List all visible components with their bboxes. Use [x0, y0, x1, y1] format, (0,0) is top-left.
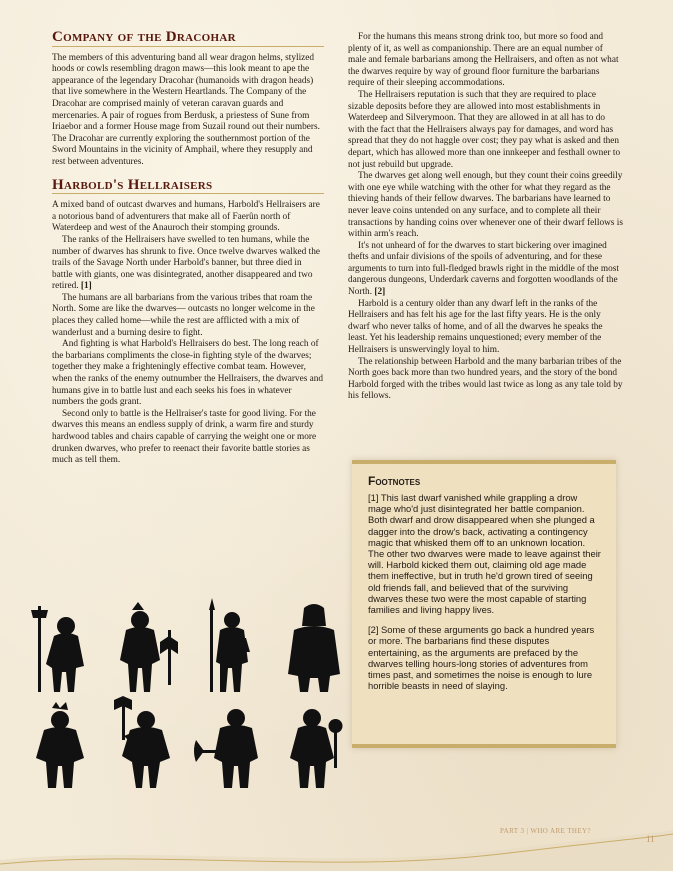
paragraph: The dwarves get along well enough, but they count their coins greedily with one eye while watching with the other for what they regard as the thieving hands of their fellow dwarves. The barbarians have learned to never leave coins untended on any surface, and to complete all their transactions by handing coins over whenever one of their dwarf fellows is within arm's reach. — [348, 171, 623, 240]
footnote-ref-2[interactable]: [2] — [374, 287, 386, 298]
dwarf-double-axe-silhouette-icon — [110, 600, 182, 694]
right-column — [348, 32, 623, 403]
paragraph: The Hellraisers reputation is such that they are required to place sizable deposits before they are allowed into most establishments in Waterdeep and Silverymoon. That they are allowed in at all has to do with the fact that the Hellraisers always pay for damages, and word has spread that they do not haggle over cost; they pay what is asked and then depart, which has allowed more than one innkeeper and festhall owner to not just rebuild but upgrade. — [348, 89, 621, 170]
dwarf-axe-silhouette-icon — [28, 604, 98, 694]
dwarf-raised-axe-silhouette-icon — [108, 696, 182, 790]
paragraph — [52, 235, 324, 293]
footer-section-label: PART 3 | WHO ARE THEY? — [500, 827, 592, 835]
left-column — [52, 29, 324, 467]
paragraph: For the humans this means strong drink too, but more so food and plenty of it, as well as companionship. There are an equal number of male and female barbarians among the Hellraisers, and often as not what the dwarves require by way of ground floor furniture the barbarians require of their sleeping accommodations. — [348, 32, 619, 89]
footnote-ref-1[interactable]: [1] — [80, 281, 92, 292]
heading-harbolds-hellraisers: Harbold's Hellraisers — [52, 180, 324, 195]
paragraph: Harbold is a century older than any dwarf left in the ranks of the Hellraisers and has felt his age for the last fifty years. He is the only dwarf who never talks of home, and of all the dwarves he speaks the least. Yet his leadership remains unquestioned; every member of the Hellraisers is unswervingly loyal to him. — [348, 298, 603, 356]
footnotes-box — [352, 460, 616, 748]
dwarf-battleaxe-silhouette-icon — [192, 698, 272, 790]
paragraph: The humans are all barbarians from the various tribes that roam the North. Some are like the dwarves— outcasts no longer welcome in the places they called home—while the rest are afflicted with a mix of wanderlust and a burning desire to fight. — [52, 292, 315, 338]
hooded-warrior-silhouette-icon — [280, 602, 346, 694]
footnote-1: [1] This last dwarf vanished while grappling a drow mage who'd just disintegrated her battle companion. Both dwarf and drow disappeared when she plunged a dagger into the drow's back, activating a contingency magic that whisked them off to an unknown location. The other two dwarves were made to leave against their will. Harbold kicked them out, claiming old age made them ineffective, but in truth he'd grown tired of seeing old friends fall, and believed that of the surviving dwarves these two were the most capable of starting families and living happy lives. — [368, 492, 601, 616]
heading-company-dracohar: Company of the Dracohar — [52, 32, 324, 47]
barbarian-spear-silhouette-icon — [196, 598, 264, 694]
footnotes-title: Footnotes — [368, 474, 421, 488]
footnote-2: [2] Some of these arguments go back a hundred years or more. The barbarians find these disputes entertaining, as the arguments are prefaced by the dwarves telling hours-long stories of adventures from times past, and sometimes the noise is enough to lure horrible beasts in need of slaying. — [368, 624, 595, 692]
barbarian-mace-silhouette-icon — [282, 698, 350, 790]
paragraph: The members of this adventuring band all wear dragon helms, stylized hoods or cowls resembling dragon maws—this look meant to ape the appearance of the legendary Dracohar (humanoids with dragon heads) that live somewhere in the Western Heartlands. The Company of the Dracohar are comprised mainly of veteran caravan guards and mercenaries. A pair of rogues from Berdusk, a priestess of Sune from Iriaebor and a former House mage from Suzail round out their numbers. The Dracohar are currently exploring the southernmost portion of the Sword Mountains in the vicinity of Amphail, where they resupply and rest between adventures. — [52, 52, 320, 167]
paragraph: And fighting is what Harbold's Hellraisers do best. The long reach of the barbarians compliments the close-in fighting style of the dwarves; together they make a frighteningly effective combat team. However, when the ranks of the enemy outnumber the Hellraisers, the dwarves and humans give in to battle lust and each seeks his foes in whatever numbers the gods grant. — [52, 339, 324, 408]
paragraph-text: The ranks of the Hellraisers have swelled to ten humans, while the number of dwarves has shrunk to five. Once twelve dwarves walked the trails of the Savage North under Harbold's banner, but three died in battle with giants, one was disintegrated, another disappeared and two retired. — [52, 234, 320, 292]
warrior-silhouettes — [20, 598, 350, 793]
dwarf-helm-silhouette-icon — [26, 700, 98, 790]
paragraph: A mixed band of outcast dwarves and humans, Harbold's Hellraisers are a notorious band of adventurers that make all of Faerûn north of Waterdeep and west of the Anauroch their stomping grounds. — [52, 200, 320, 234]
paragraph: Second only to battle is the Hellraiser's taste for good living. For the dwarves this means an endless supply of drink, a warm fire and sturdy hardwood tables and chairs capable of carrying the weight one or more drunken dwarves, who prefer to reenact their favorite battle stories as much as tell them. — [52, 408, 317, 466]
paragraph-text: It's not unheard of for the dwarves to start bickering over imagined thefts and unfair divisions of the spoils of adventuring, and for these arguments to turn into full-fledged brawls right in the middle of the most dangerous dungeons, Underdark caverns and forgotten woodlands of the North. — [348, 240, 619, 298]
page-number: 11 — [646, 834, 655, 844]
paragraph: The relationship between Harbold and the many barbarian tribes of the North goes back more than two hundred years, and the story of the bond Harbold forged with the tribes would last twice as long as any tale told by his fellows. — [348, 356, 623, 402]
paragraph — [348, 241, 623, 299]
